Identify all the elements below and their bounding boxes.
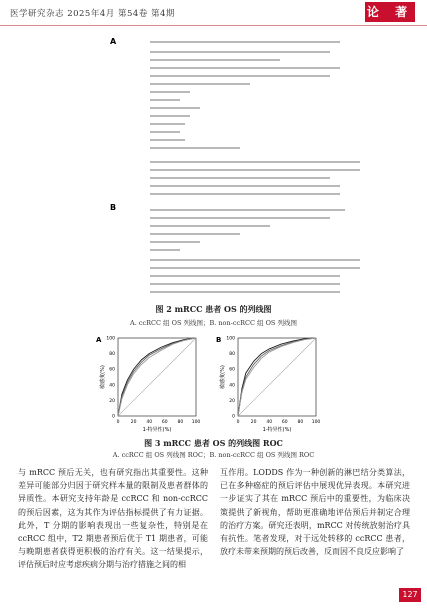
roc-b-x-tick: 40	[266, 420, 273, 425]
panel-a-label: A	[110, 37, 117, 46]
roc-a-y-tick: 100	[106, 336, 115, 342]
body-left-column: 与 mRCC 预后无关，也有研究指出其重要性。这种差异可能部分归因于研究样本量的限制及患者群体的异质性。本研究支持年龄是 ccRCC 和 non-ccRCC 的预后因素，这为其作为评估指标提供了有力证据。此外，T 分期的影响表现出一些复杂性，特别是在 ccRCC 组中，T2 期患者预后优于 T1 期患者，可能与晚期患者获得更积极的治疗有关。这一结果提示，评估预后时应考虑疾病分期与治疗措施之间的相	[18, 468, 208, 570]
roc-b-x-tick: 80	[297, 420, 304, 425]
roc-a-x-tick: 60	[161, 420, 168, 425]
section-tag: 论 著	[365, 2, 415, 22]
nomogram-a	[150, 42, 360, 194]
figure-2-subcaption: A. ccRCC 组 OS 列线图；B. non-ccRCC 组 OS 列线图	[130, 319, 297, 327]
page-number: 127	[399, 588, 421, 602]
roc-a-x-tick: 80	[177, 420, 184, 425]
figure-3-subcaption: A. ccRCC 组 OS 列线图 ROC；B. non-ccRCC 组 OS 列线图 ROC	[112, 451, 315, 459]
roc-b-y-tick: 20	[229, 398, 235, 404]
roc-b-y-tick: 60	[229, 367, 235, 373]
roc-b-y-tick: 0	[232, 414, 235, 420]
roc-b-x-tick: 20	[250, 420, 257, 425]
figure-3-caption: 图 3 mRCC 患者 OS 的列线图 ROC	[144, 438, 283, 448]
nomogram-figure	[0, 30, 427, 300]
roc-a-y-tick: 0	[112, 414, 115, 420]
roc-a-x-tick: 20	[130, 420, 137, 425]
roc-a-y-tick: 60	[109, 367, 115, 373]
roc-b-ylabel: 敏感度(%)	[220, 365, 226, 389]
roc-b-x-tick: 100	[311, 420, 321, 425]
roc-b-y-tick: 80	[229, 352, 235, 358]
roc-figure	[0, 330, 427, 435]
roc-a-x-tick: 0	[116, 420, 120, 425]
figure-3	[0, 330, 427, 435]
roc-a-y-tick: 20	[109, 398, 115, 404]
nomogram-b	[150, 210, 360, 292]
panel-b-label: B	[110, 203, 117, 212]
roc-a-ylabel: 敏感度(%)	[100, 365, 106, 389]
roc-b-y-tick: 40	[229, 383, 235, 389]
roc-b-x-tick: 0	[236, 420, 240, 425]
journal-running-header: 医学研究杂志 2025年4月 第54卷 第4期	[10, 9, 175, 19]
figure-2-caption: 图 2 mRCC 患者 OS 的列线图	[155, 304, 272, 314]
roc-a-x-tick: 40	[146, 420, 153, 425]
roc-panel-b-label: B	[216, 336, 222, 344]
roc-b-y-tick: 100	[226, 336, 235, 342]
roc-b-x-tick: 60	[281, 420, 288, 425]
roc-a-y-tick: 40	[109, 383, 115, 389]
roc-a-x-tick: 100	[191, 420, 201, 425]
body-right-column: 互作用。LODDS 作为一种创新的淋巴结分类算法，已在多种癌症的预后评估中展现优异表现。本研究进一步证实了其在 mRCC 预后中的重要性，为临床决策提供了新视角，帮助更准确地评估预后并制定合理的治疗方案。研究还表明，mRCC 对传统放射治疗具有抗性。笔者发现，对于远处转移的 ccRCC 患者，放疗未带来预期的预后改善，反而因不良反应影响了	[220, 468, 410, 557]
figure-2	[0, 30, 427, 300]
page-header	[0, 0, 427, 26]
roc-a-xlabel: 1-特异性(%)	[142, 427, 172, 433]
roc-b-diagonal	[238, 338, 316, 416]
roc-a-y-tick: 80	[109, 352, 115, 358]
roc-b-xlabel: 1-特异性(%)	[262, 427, 292, 433]
roc-panel-a-label: A	[96, 336, 102, 344]
